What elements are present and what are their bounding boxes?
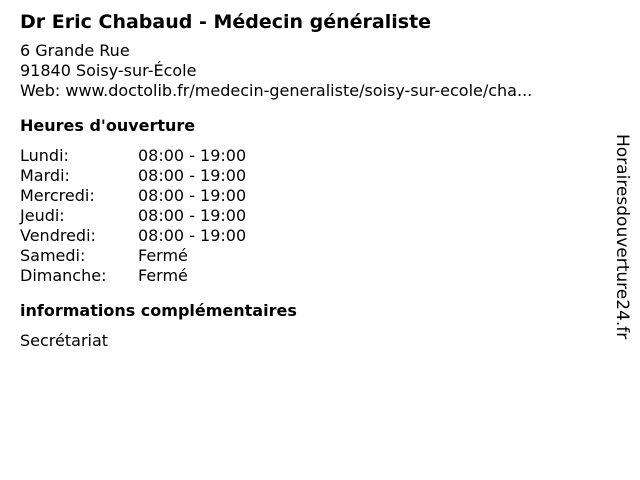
day-hours: 08:00 - 19:00	[138, 186, 247, 205]
opening-hours-table	[20, 146, 600, 286]
hours-row-sunday	[20, 266, 600, 286]
opening-hours-heading: Heures d'ouverture	[20, 116, 196, 135]
day-label: Mardi:	[20, 166, 70, 185]
day-hours: 08:00 - 19:00	[138, 206, 247, 225]
business-card	[20, 10, 600, 351]
city-address: 91840 Soisy-sur-École	[20, 61, 197, 80]
address-block	[20, 41, 600, 101]
day-hours: Fermé	[138, 266, 188, 285]
day-hours: 08:00 - 19:00	[138, 146, 247, 165]
hours-row-thursday	[20, 206, 600, 226]
hours-row-friday	[20, 226, 600, 246]
page-title: Dr Eric Chabaud - Médecin généraliste	[20, 11, 432, 33]
additional-info-heading: informations complémentaires	[20, 301, 297, 320]
day-label: Lundi:	[20, 146, 69, 165]
day-hours: Fermé	[138, 246, 188, 265]
hours-row-tuesday	[20, 166, 600, 186]
day-label: Mercredi:	[20, 186, 95, 205]
site-brand-watermark: Horairesdouverture24.fr	[612, 134, 632, 340]
website-link[interactable]: Web: www.doctolib.fr/medecin-generaliste/soisy-sur-ecole/cha...	[20, 81, 533, 100]
hours-row-wednesday	[20, 186, 600, 206]
street-address: 6 Grande Rue	[20, 41, 130, 60]
day-label: Samedi:	[20, 246, 86, 265]
day-hours: 08:00 - 19:00	[138, 166, 247, 185]
day-label: Dimanche:	[20, 266, 107, 285]
day-hours: 08:00 - 19:00	[138, 226, 247, 245]
hours-row-saturday	[20, 246, 600, 266]
hours-row-monday	[20, 146, 600, 166]
additional-info-text: Secrétariat	[20, 331, 109, 350]
day-label: Jeudi:	[20, 206, 65, 225]
day-label: Vendredi:	[20, 226, 96, 245]
